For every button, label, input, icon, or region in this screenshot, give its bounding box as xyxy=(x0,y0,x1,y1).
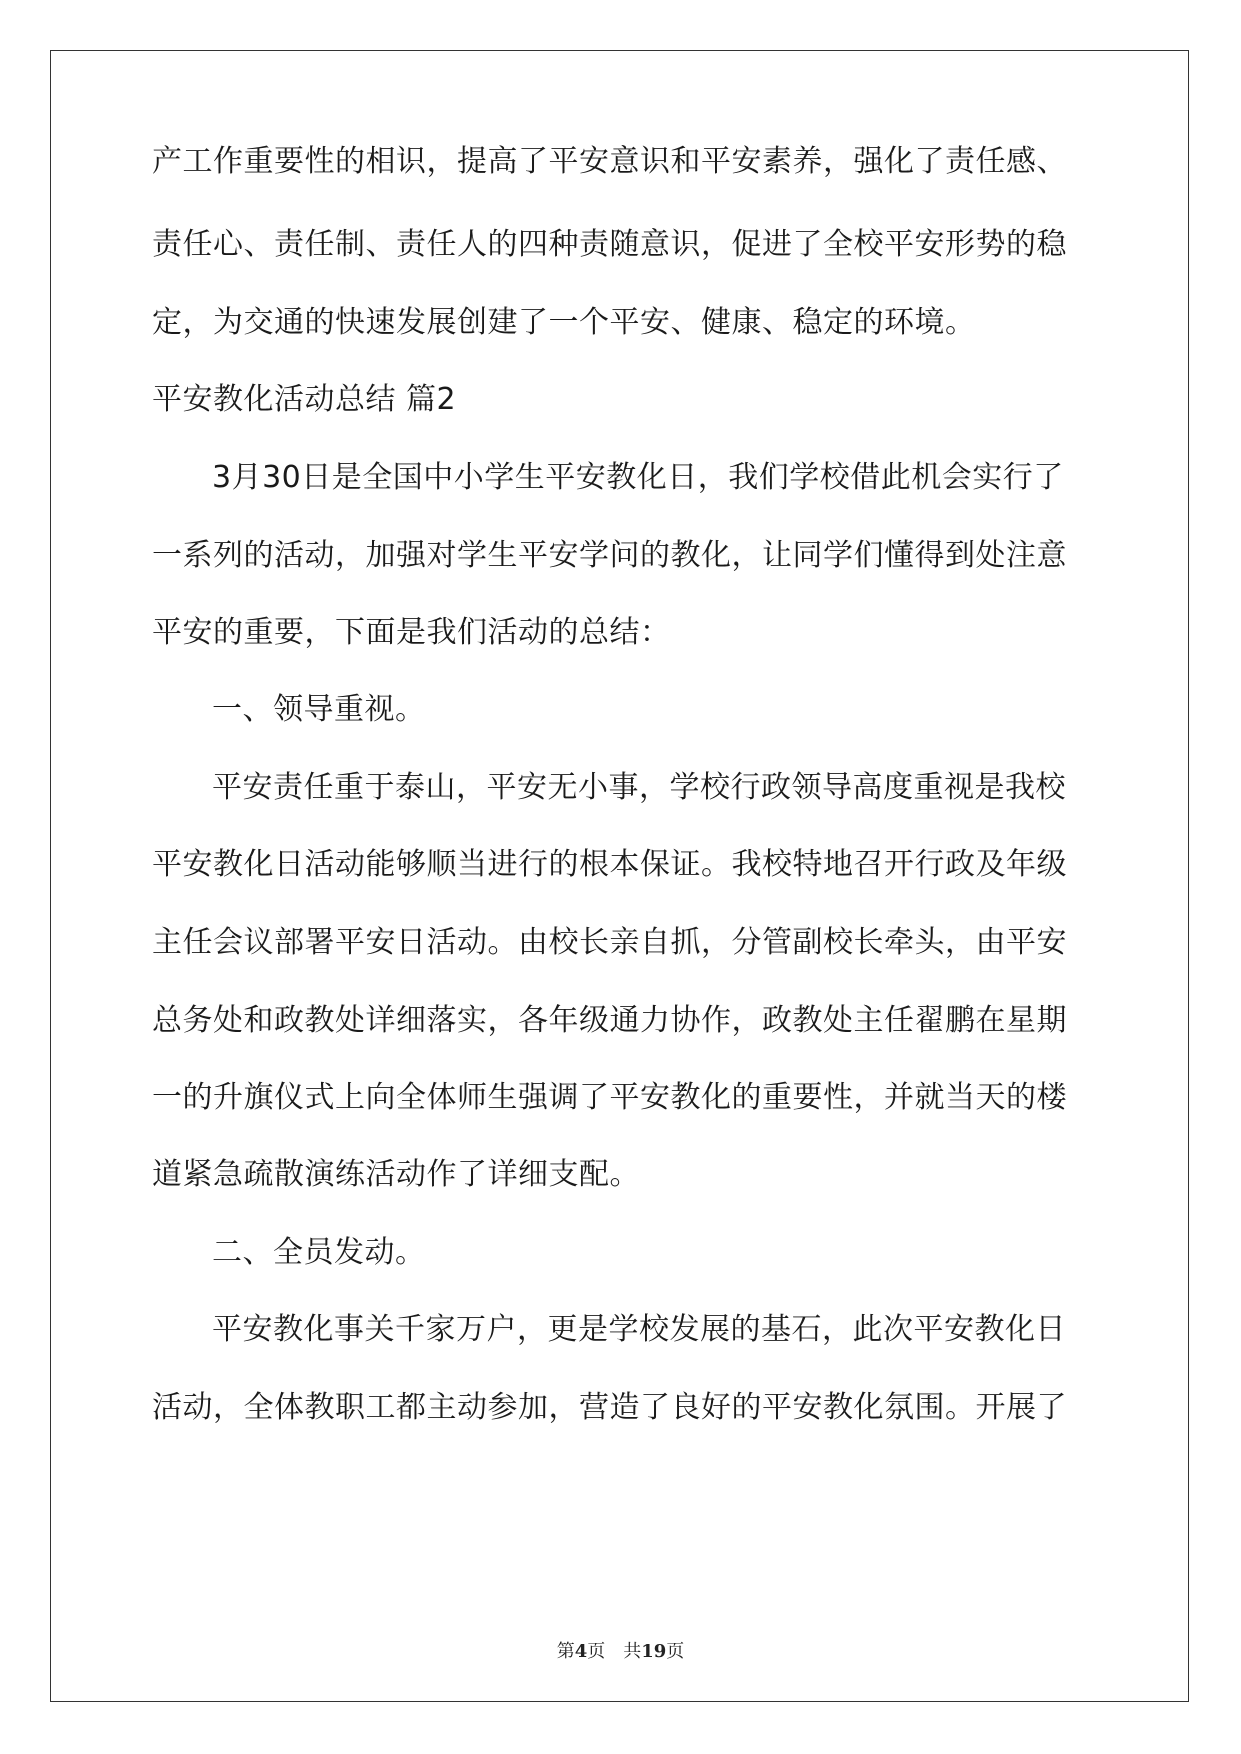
page-suffix: 页 xyxy=(587,1641,606,1662)
total-pages-number: 19 xyxy=(641,1641,667,1662)
subheading: 二、全员发动。 xyxy=(212,1235,426,1270)
body-text-line: 产工作重要性的相识，提高了平安意识和平安素养，强化了责任感、 xyxy=(152,144,1067,179)
paragraph-first-line: 3月30日是全国中小学生平安教化日，我们学校借此机会实行了 xyxy=(212,460,1064,495)
body-text-line: 活动，全体教职工都主动参加，营造了良好的平安教化氛围。开展了 xyxy=(152,1390,1067,1425)
body-text-line: 总务处和政教处详细落实，各年级通力协作，政教处主任翟鹏在星期 xyxy=(152,1003,1067,1038)
body-text-line: 一系列的活动，加强对学生平安学问的教化，让同学们懂得到处注意 xyxy=(152,538,1067,573)
body-text-line: 一的升旗仪式上向全体师生强调了平安教化的重要性，并就当天的楼 xyxy=(152,1080,1067,1115)
current-page-number: 4 xyxy=(574,1641,588,1662)
body-text-line: 平安的重要，下面是我们活动的总结： xyxy=(152,615,671,650)
subheading: 一、领导重视。 xyxy=(212,692,426,727)
paragraph-first-line: 平安责任重于泰山，平安无小事，学校行政领导高度重视是我校 xyxy=(212,770,1066,805)
body-text-line: 定，为交通的快速发展创建了一个平安、健康、稳定的环境。 xyxy=(152,305,976,340)
body-text-line: 道紧急疏散演练活动作了详细支配。 xyxy=(152,1157,640,1192)
section-heading: 平安教化活动总结 篇2 xyxy=(152,382,457,417)
total-suffix: 页 xyxy=(666,1641,685,1662)
body-text-line: 平安教化日活动能够顺当进行的根本保证。我校特地召开行政及年级 xyxy=(152,847,1067,882)
body-text-line: 责任心、责任制、责任人的四种责随意识，促进了全校平安形势的稳 xyxy=(152,227,1067,262)
body-text-line: 主任会议部署平安日活动。由校长亲自抓，分管副校长牵头，由平安 xyxy=(152,925,1067,960)
page-footer xyxy=(0,1640,1241,1664)
page-prefix: 第 xyxy=(556,1641,575,1662)
paragraph-first-line: 平安教化事关千家万户，更是学校发展的基石，此次平安教化日 xyxy=(212,1312,1066,1347)
total-prefix: 共 xyxy=(623,1641,642,1662)
